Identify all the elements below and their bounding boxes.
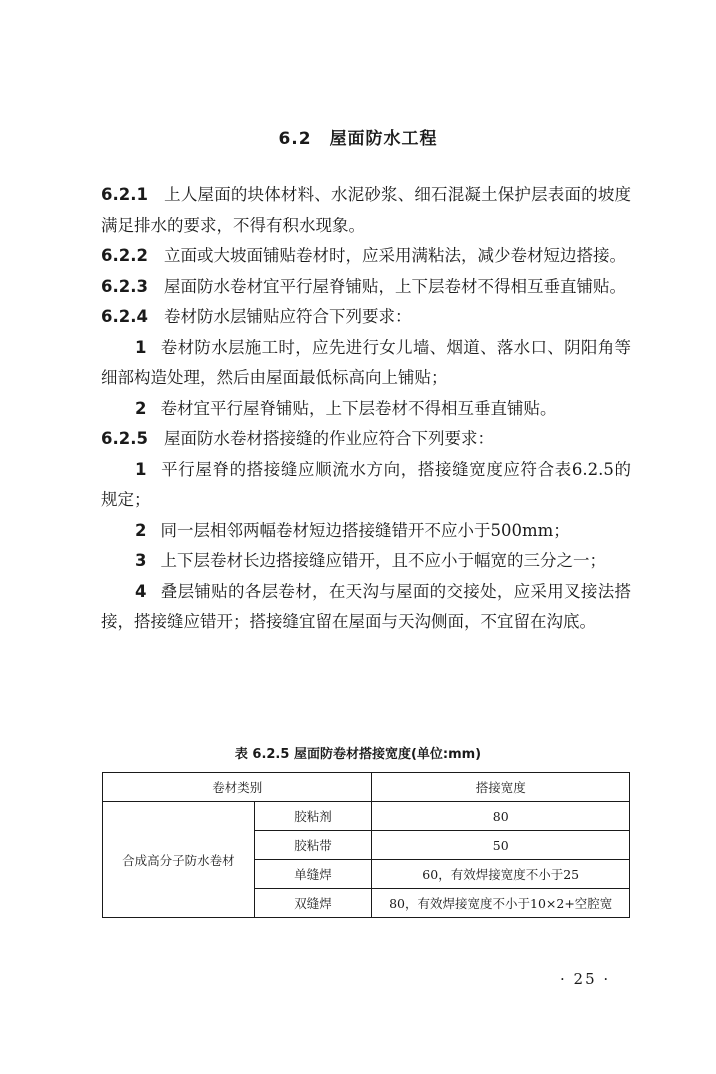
clause-6-2-5 <box>101 424 631 455</box>
table-cell: 60，有效焊接宽度不小于25 <box>372 860 630 889</box>
clause-6-2-1 <box>101 180 631 241</box>
clause-number: 6.2.2 <box>101 246 148 265</box>
item-text: 卷材宜平行屋脊铺贴，上下层卷材不得相互垂直铺贴。 <box>160 398 557 418</box>
table-caption: 表 6.2.5 屋面防卷材搭接宽度(单位:mm) <box>234 747 482 762</box>
lap-width-table <box>102 772 630 918</box>
clause-number: 6.2.3 <box>101 276 148 296</box>
section-heading <box>0 124 716 149</box>
clause-number: 6.2.5 <box>101 429 148 448</box>
item-number: 4 <box>135 581 147 601</box>
clause-text: 屋面防水卷材搭接缝的作业应符合下列要求： <box>163 429 494 448</box>
body-text <box>101 180 631 638</box>
section-number: 6.2 <box>278 129 312 149</box>
item-text: 同一层相邻两幅卷材短边搭接缝错开不应小于500mm； <box>160 520 570 540</box>
item-text: 上下层卷材长边搭接缝应错开，且不应小于幅宽的三分之一； <box>160 551 606 570</box>
item-text: 平行屋脊的搭接缝应顺流水方向，搭接缝宽度应符合表6.2.5的规定； <box>101 459 631 509</box>
table-cell: 80 <box>372 802 630 831</box>
item-text: 卷材防水层施工时，应先进行女儿墙、烟道、落水口、阴阳角等细部构造处理，然后由屋面最低标高向上铺贴； <box>101 337 631 387</box>
page-number: · 25 · <box>560 970 611 988</box>
clause-6-2-4 <box>101 302 631 333</box>
clause-text: 上人屋面的块体材料、水泥砂浆、细石混凝土保护层表面的坡度满足排水的要求，不得有积水现象。 <box>101 185 631 235</box>
item-number: 2 <box>135 398 147 418</box>
table-cell: 胶粘剂 <box>254 802 372 831</box>
clause-6-2-5-item-3 <box>101 546 631 577</box>
table-row <box>103 802 630 831</box>
clause-number: 6.2.1 <box>101 185 148 204</box>
clause-6-2-5-item-2 <box>101 516 631 547</box>
clause-6-2-4-item-1 <box>101 333 631 394</box>
clause-6-2-5-item-1 <box>101 455 631 516</box>
table-cell: 80，有效焊接宽度不小于10×2+空腔宽 <box>372 889 630 918</box>
clause-6-2-2 <box>101 241 631 272</box>
item-number: 3 <box>135 551 147 570</box>
section-title: 屋面防水工程 <box>329 129 438 149</box>
table-cell: 胶粘带 <box>254 831 372 860</box>
table-cell: 50 <box>372 831 630 860</box>
clause-6-2-4-item-2 <box>101 394 631 425</box>
clause-number: 6.2.4 <box>101 307 148 326</box>
item-number: 1 <box>135 459 147 479</box>
clause-text: 屋面防水卷材宜平行屋脊铺贴，上下层卷材不得相互垂直铺贴。 <box>163 276 626 296</box>
clause-text: 卷材防水层铺贴应符合下列要求： <box>163 307 412 326</box>
clause-text: 立面或大坡面铺贴卷材时，应采用满粘法，减少卷材短边搭接。 <box>163 246 626 265</box>
table-cell: 双缝焊 <box>254 889 372 918</box>
table-header-cell: 搭接宽度 <box>372 773 630 802</box>
table-header-cell: 卷材类别 <box>103 773 372 802</box>
item-number: 1 <box>135 337 147 357</box>
table-header-row <box>103 773 630 802</box>
item-text: 叠层铺贴的各层卷材，在天沟与屋面的交接处，应采用叉接法搭接，搭接缝应错开；搭接缝宜留在屋面与天沟侧面，不宜留在沟底。 <box>101 581 631 631</box>
table-cell: 单缝焊 <box>254 860 372 889</box>
item-number: 2 <box>135 520 147 540</box>
clause-6-2-5-item-4 <box>101 577 631 638</box>
table-category-cell: 合成高分子防水卷材 <box>103 802 255 918</box>
clause-6-2-3 <box>101 272 631 303</box>
